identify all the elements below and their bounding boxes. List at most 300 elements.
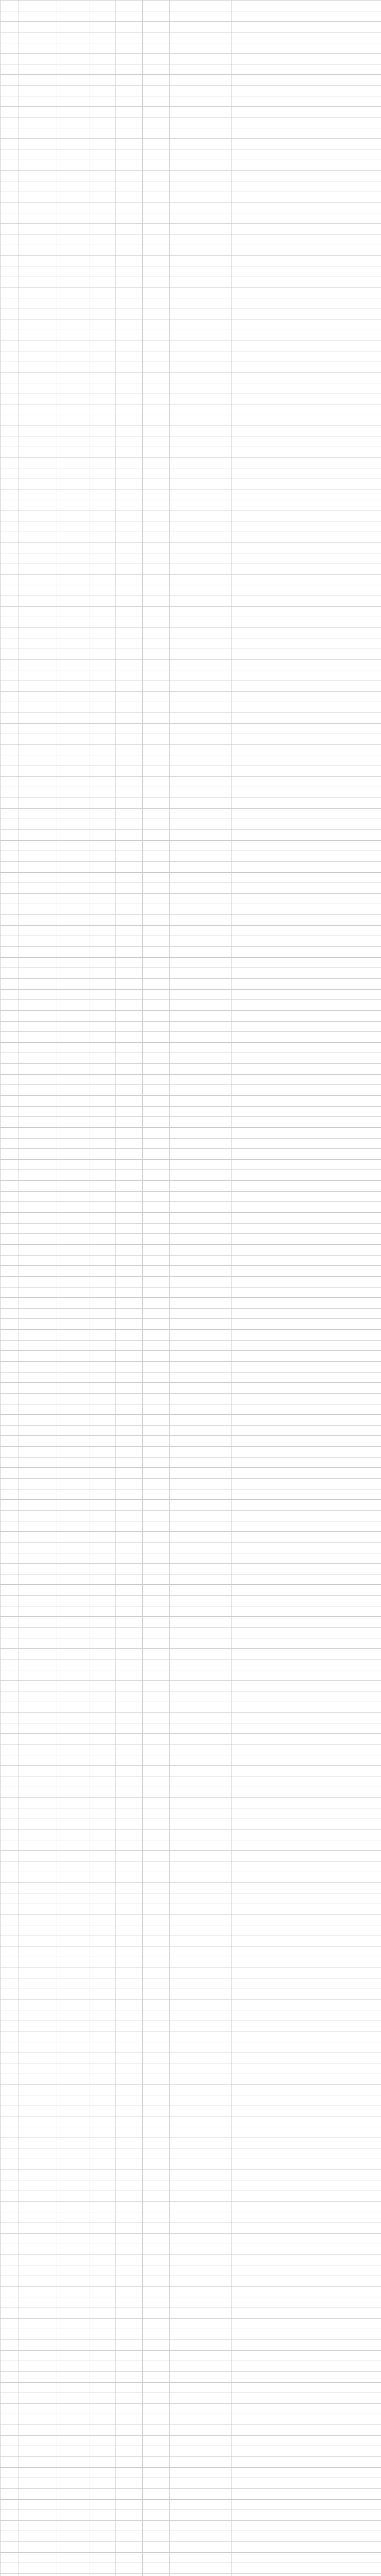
table-cell xyxy=(57,1276,90,1287)
table-cell xyxy=(116,1159,143,1170)
table-cell xyxy=(143,1596,170,1606)
table-cell xyxy=(231,1510,381,1521)
table-cell xyxy=(170,1819,231,1829)
table-cell xyxy=(143,1617,170,1628)
table-row xyxy=(1,2393,381,2404)
table-cell xyxy=(57,2456,90,2467)
table-cell xyxy=(57,2021,90,2031)
table-cell xyxy=(116,2255,143,2265)
table-cell xyxy=(90,2393,116,2404)
table-cell xyxy=(170,372,231,383)
table-cell xyxy=(1,564,19,574)
table-cell xyxy=(90,1489,116,1500)
table-cell xyxy=(19,2053,57,2063)
table-row xyxy=(1,1883,381,1893)
table-cell xyxy=(19,171,57,181)
table-row xyxy=(1,596,381,606)
table-cell xyxy=(90,2425,116,2436)
table-cell xyxy=(170,1798,231,1808)
table-cell xyxy=(90,75,116,86)
table-cell xyxy=(170,840,231,851)
table-cell xyxy=(19,606,57,617)
table-row xyxy=(1,1149,381,1160)
table-row xyxy=(1,1574,381,1585)
table-cell xyxy=(1,691,19,702)
table-cell xyxy=(1,659,19,670)
table-cell xyxy=(1,713,19,723)
table-cell xyxy=(57,947,90,958)
table-row xyxy=(1,1936,381,1946)
table-cell xyxy=(170,2435,231,2446)
table-cell xyxy=(90,1085,116,1096)
table-cell xyxy=(90,1095,116,1106)
table-row xyxy=(1,808,381,819)
table-cell xyxy=(116,2180,143,2191)
table-cell xyxy=(57,691,90,702)
table-cell xyxy=(231,287,381,298)
table-row xyxy=(1,1457,381,1468)
table-cell xyxy=(116,1914,143,1925)
table-cell xyxy=(116,1585,143,1596)
table-row xyxy=(1,319,381,330)
table-cell xyxy=(143,755,170,766)
table-cell xyxy=(231,383,381,394)
table-cell xyxy=(116,755,143,766)
table-cell xyxy=(19,1510,57,1521)
table-cell xyxy=(90,1479,116,1489)
table-row xyxy=(1,1447,381,1458)
table-cell xyxy=(143,2446,170,2457)
table-cell xyxy=(19,351,57,362)
table-row xyxy=(1,1074,381,1085)
table-cell xyxy=(143,213,170,224)
table-cell xyxy=(57,755,90,766)
table-cell xyxy=(143,1766,170,1776)
table-cell xyxy=(19,2255,57,2265)
table-cell xyxy=(116,606,143,617)
table-cell xyxy=(170,1861,231,1872)
table-row xyxy=(1,553,381,564)
table-cell xyxy=(57,468,90,479)
table-cell xyxy=(90,649,116,660)
table-cell xyxy=(57,2042,90,2053)
table-cell xyxy=(143,1000,170,1011)
table-cell xyxy=(143,883,170,894)
table-row xyxy=(1,1202,381,1213)
table-cell xyxy=(116,2340,143,2350)
table-cell xyxy=(90,2159,116,2170)
table-cell xyxy=(1,1521,19,1532)
table-row xyxy=(1,2053,381,2063)
table-cell xyxy=(231,500,381,511)
table-cell xyxy=(170,256,231,266)
table-cell xyxy=(231,1968,381,1978)
table-cell xyxy=(1,1510,19,1521)
table-cell xyxy=(57,11,90,22)
table-cell xyxy=(116,2127,143,2138)
table-cell xyxy=(170,43,231,54)
table-cell xyxy=(57,968,90,979)
table-row xyxy=(1,2446,381,2457)
table-row xyxy=(1,287,381,298)
table-cell xyxy=(90,691,116,702)
table-cell xyxy=(90,1829,116,1840)
table-cell xyxy=(57,1425,90,1436)
table-cell xyxy=(143,2488,170,2499)
table-cell xyxy=(19,1447,57,1458)
table-row xyxy=(1,2042,381,2053)
table-cell xyxy=(170,1244,231,1255)
table-cell xyxy=(90,362,116,372)
table-cell xyxy=(170,2446,231,2457)
table-cell xyxy=(143,925,170,936)
table-row xyxy=(1,968,381,979)
table-cell xyxy=(90,1861,116,1872)
table-cell xyxy=(57,1999,90,2010)
table-cell xyxy=(57,2382,90,2393)
table-cell xyxy=(19,872,57,883)
table-row xyxy=(1,1191,381,1202)
table-cell xyxy=(90,617,116,628)
table-cell xyxy=(116,415,143,426)
table-cell xyxy=(143,1776,170,1787)
table-cell xyxy=(57,341,90,351)
table-cell xyxy=(143,2010,170,2021)
table-cell xyxy=(1,2233,19,2244)
table-cell xyxy=(19,1021,57,1032)
table-cell xyxy=(19,787,57,798)
table-cell xyxy=(170,2063,231,2074)
table-cell xyxy=(143,2063,170,2074)
table-cell xyxy=(90,2106,116,2116)
table-cell xyxy=(170,1351,231,1362)
table-cell xyxy=(143,149,170,160)
table-cell xyxy=(90,2170,116,2180)
table-cell xyxy=(19,139,57,149)
table-cell xyxy=(231,1010,381,1021)
table-cell xyxy=(57,202,90,213)
table-cell xyxy=(231,1308,381,1319)
table-cell xyxy=(116,2510,143,2521)
table-cell xyxy=(170,1202,231,1213)
table-cell xyxy=(90,1564,116,1574)
table-cell xyxy=(19,1734,57,1744)
table-cell xyxy=(116,181,143,192)
table-cell xyxy=(57,2414,90,2425)
table-row xyxy=(1,1,381,11)
table-cell xyxy=(231,1085,381,1096)
table-cell xyxy=(57,2425,90,2436)
table-cell xyxy=(143,1723,170,1734)
table-cell xyxy=(1,489,19,500)
table-cell xyxy=(143,1691,170,1702)
table-cell xyxy=(19,1596,57,1606)
table-cell xyxy=(57,861,90,872)
table-row xyxy=(1,139,381,149)
table-cell xyxy=(170,2042,231,2053)
table-cell xyxy=(170,2127,231,2138)
table-cell xyxy=(143,1606,170,1617)
table-cell xyxy=(116,670,143,681)
table-cell xyxy=(116,1702,143,1713)
table-cell xyxy=(1,341,19,351)
table-cell xyxy=(57,957,90,968)
table-cell xyxy=(1,2425,19,2436)
table-cell xyxy=(19,362,57,372)
table-cell xyxy=(170,2201,231,2212)
table-cell xyxy=(231,1946,381,1957)
table-cell xyxy=(90,1149,116,1160)
table-row xyxy=(1,2425,381,2436)
table-row xyxy=(1,213,381,224)
table-cell xyxy=(116,64,143,75)
table-cell xyxy=(57,1787,90,1798)
table-row xyxy=(1,2488,381,2499)
table-cell xyxy=(19,1191,57,1202)
table-cell xyxy=(116,2329,143,2340)
table-row xyxy=(1,1127,381,1138)
table-cell xyxy=(19,1457,57,1468)
table-cell xyxy=(1,1755,19,1766)
table-cell xyxy=(170,723,231,734)
table-cell xyxy=(143,2382,170,2393)
table-cell xyxy=(1,2276,19,2287)
table-cell xyxy=(19,1914,57,1925)
table-cell xyxy=(231,128,381,139)
table-cell xyxy=(170,128,231,139)
table-cell xyxy=(19,107,57,117)
table-cell xyxy=(19,1553,57,1564)
table-cell xyxy=(170,298,231,309)
table-row xyxy=(1,691,381,702)
table-cell xyxy=(1,702,19,713)
table-cell xyxy=(1,2456,19,2467)
table-cell xyxy=(143,32,170,43)
table-cell xyxy=(1,1787,19,1798)
table-cell xyxy=(143,574,170,585)
table-cell xyxy=(90,968,116,979)
table-cell xyxy=(19,829,57,840)
table-cell xyxy=(143,1925,170,1936)
table-cell xyxy=(143,1404,170,1415)
table-cell xyxy=(1,468,19,479)
table-cell xyxy=(90,298,116,309)
table-row xyxy=(1,404,381,415)
table-cell xyxy=(170,2478,231,2489)
table-cell xyxy=(1,2542,19,2553)
table-cell xyxy=(57,564,90,574)
table-cell xyxy=(116,426,143,436)
table-cell xyxy=(231,893,381,904)
table-cell xyxy=(143,1117,170,1128)
table-row xyxy=(1,1893,381,1904)
table-cell xyxy=(90,1213,116,1224)
table-cell xyxy=(19,2520,57,2531)
table-cell xyxy=(143,96,170,107)
table-cell xyxy=(19,2329,57,2340)
table-cell xyxy=(57,2467,90,2478)
table-cell xyxy=(170,1149,231,1160)
table-cell xyxy=(116,2318,143,2329)
table-cell xyxy=(231,1606,381,1617)
table-cell xyxy=(231,968,381,979)
table-cell xyxy=(143,2116,170,2127)
table-cell xyxy=(57,2201,90,2212)
table-cell xyxy=(90,213,116,224)
table-cell xyxy=(116,713,143,723)
table-row xyxy=(1,851,381,862)
table-cell xyxy=(57,1074,90,1085)
table-cell xyxy=(1,606,19,617)
table-cell xyxy=(116,1638,143,1649)
table-cell xyxy=(90,1308,116,1319)
table-cell xyxy=(170,606,231,617)
table-cell xyxy=(1,1404,19,1415)
table-cell xyxy=(57,489,90,500)
table-cell xyxy=(1,245,19,256)
table-cell xyxy=(143,734,170,745)
table-cell xyxy=(19,298,57,309)
table-cell xyxy=(231,1266,381,1277)
table-cell xyxy=(1,436,19,447)
table-cell xyxy=(57,904,90,915)
table-cell xyxy=(143,2095,170,2106)
table-cell xyxy=(1,1744,19,1755)
table-cell xyxy=(116,2053,143,2063)
table-cell xyxy=(231,691,381,702)
table-cell xyxy=(231,829,381,840)
table-cell xyxy=(143,256,170,266)
table-cell xyxy=(170,362,231,372)
table-cell xyxy=(90,1106,116,1117)
table-row xyxy=(1,2223,381,2233)
table-cell xyxy=(116,86,143,96)
table-cell xyxy=(170,139,231,149)
table-cell xyxy=(116,819,143,830)
table-cell xyxy=(231,2223,381,2233)
table-cell xyxy=(1,2499,19,2510)
table-cell xyxy=(116,766,143,777)
table-cell xyxy=(57,160,90,171)
table-cell xyxy=(19,1713,57,1723)
table-cell xyxy=(57,266,90,277)
table-cell xyxy=(90,436,116,447)
table-row xyxy=(1,2159,381,2170)
table-cell xyxy=(116,192,143,202)
table-row xyxy=(1,532,381,543)
table-cell xyxy=(1,1191,19,1202)
table-cell xyxy=(116,1628,143,1638)
table-cell xyxy=(90,394,116,404)
table-cell xyxy=(1,181,19,192)
table-cell xyxy=(116,904,143,915)
table-cell xyxy=(170,2265,231,2276)
table-cell xyxy=(116,1276,143,1287)
table-cell xyxy=(90,2116,116,2127)
table-cell xyxy=(57,330,90,341)
table-cell xyxy=(1,298,19,309)
table-cell xyxy=(116,1999,143,2010)
table-cell xyxy=(143,330,170,341)
table-cell xyxy=(57,43,90,54)
table-cell xyxy=(90,1383,116,1394)
table-row xyxy=(1,670,381,681)
table-cell xyxy=(231,638,381,649)
table-cell xyxy=(170,829,231,840)
table-cell xyxy=(143,1936,170,1946)
table-cell xyxy=(90,553,116,564)
table-cell xyxy=(57,649,90,660)
table-cell xyxy=(90,532,116,543)
table-cell xyxy=(1,149,19,160)
table-cell xyxy=(90,978,116,989)
table-row xyxy=(1,1904,381,1914)
table-cell xyxy=(143,1649,170,1659)
table-cell xyxy=(116,1319,143,1330)
table-cell xyxy=(57,1500,90,1511)
table-row xyxy=(1,1308,381,1319)
table-cell xyxy=(116,543,143,553)
table-cell xyxy=(90,574,116,585)
table-row xyxy=(1,574,381,585)
table-cell xyxy=(90,192,116,202)
table-row xyxy=(1,2286,381,2297)
table-cell xyxy=(170,54,231,64)
table-cell xyxy=(143,1840,170,1851)
table-cell xyxy=(90,861,116,872)
table-cell xyxy=(170,2340,231,2350)
table-cell xyxy=(57,1266,90,1277)
table-row xyxy=(1,606,381,617)
table-cell xyxy=(57,1,90,11)
table-cell xyxy=(57,670,90,681)
table-row xyxy=(1,128,381,139)
table-cell xyxy=(231,2191,381,2201)
table-cell xyxy=(57,32,90,43)
table-cell xyxy=(170,2542,231,2553)
table-cell xyxy=(116,1106,143,1117)
table-cell xyxy=(231,479,381,489)
table-row xyxy=(1,585,381,596)
table-cell xyxy=(143,1819,170,1829)
table-cell xyxy=(1,1074,19,1085)
table-cell xyxy=(19,394,57,404)
table-cell xyxy=(170,1159,231,1170)
table-cell xyxy=(143,1255,170,1266)
table-row xyxy=(1,1244,381,1255)
table-cell xyxy=(1,1659,19,1670)
table-cell xyxy=(19,266,57,277)
table-cell xyxy=(231,2403,381,2414)
table-row xyxy=(1,1393,381,1404)
table-cell xyxy=(19,1117,57,1128)
table-cell xyxy=(90,1946,116,1957)
table-cell xyxy=(116,1351,143,1362)
table-cell xyxy=(143,1532,170,1543)
table-cell xyxy=(19,2191,57,2201)
table-cell xyxy=(231,1670,381,1681)
table-cell xyxy=(19,1234,57,1245)
table-cell xyxy=(90,1702,116,1713)
table-cell xyxy=(116,638,143,649)
table-cell xyxy=(57,1659,90,1670)
table-cell xyxy=(170,2276,231,2287)
table-cell xyxy=(57,1914,90,1925)
table-row xyxy=(1,1213,381,1224)
table-cell xyxy=(116,2286,143,2297)
table-cell xyxy=(170,2074,231,2084)
table-cell xyxy=(231,755,381,766)
